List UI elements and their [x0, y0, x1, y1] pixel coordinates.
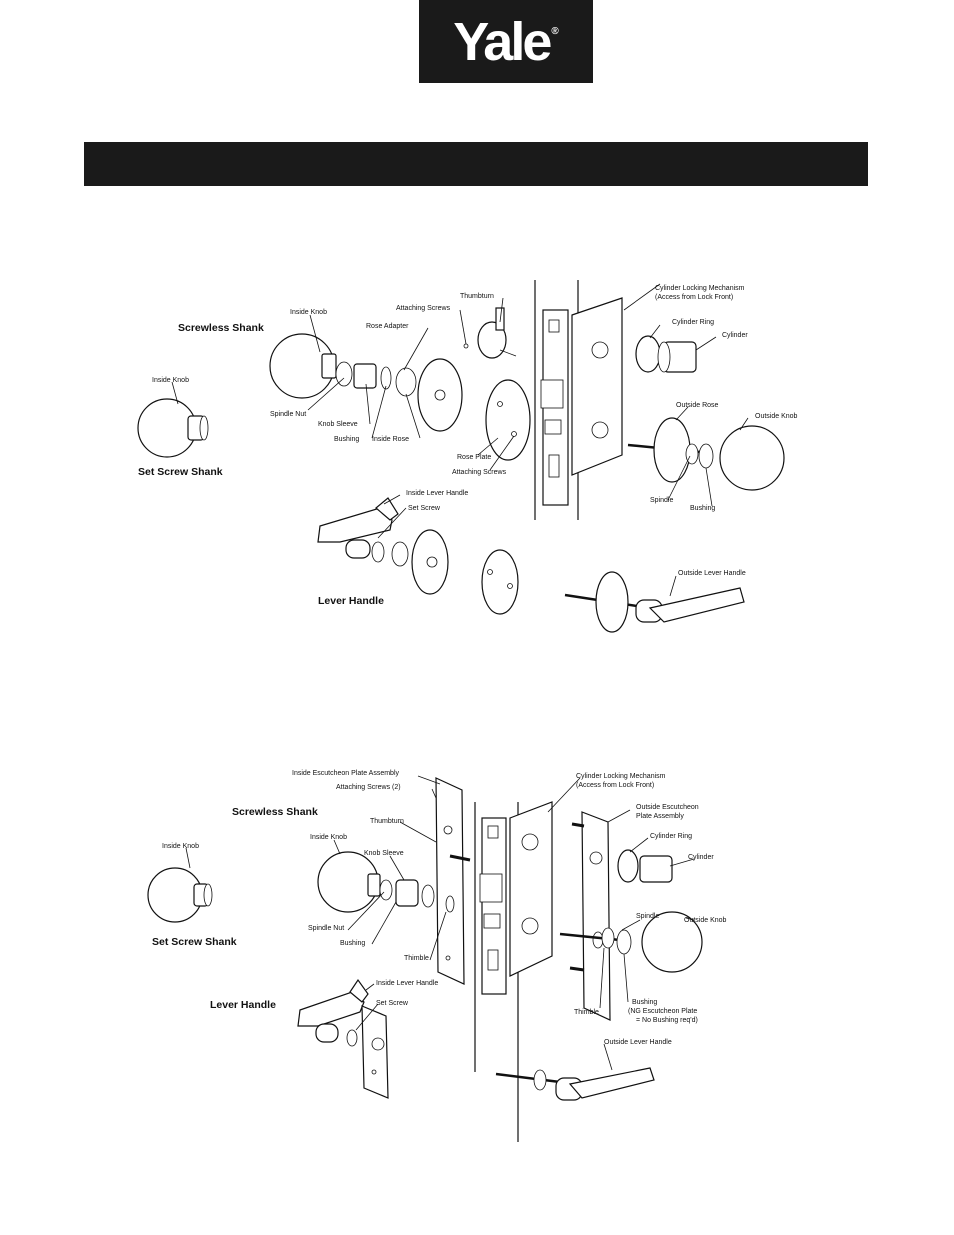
screwless-knob-drawing-2 [318, 852, 434, 912]
label-inside-rose: Inside Rose [372, 436, 409, 443]
label-bushing-note: Bushing [632, 999, 658, 1006]
outside-knob-drawing-2 [560, 912, 702, 972]
heading-lever-handle: Lever Handle [318, 595, 384, 607]
outside-lever-drawing [565, 572, 744, 632]
heading-screwless-shank-2: Screwless Shank [232, 806, 318, 818]
inside-lever-drawing [318, 498, 448, 594]
label-outside-escutcheon-plate: Plate Assembly [636, 813, 684, 820]
label-attaching-screws-bottom: Attaching Screws [452, 469, 507, 476]
label-cylinder-locking: Cylinder Locking Mechanism [655, 285, 745, 292]
rose-plate-drawing [486, 380, 530, 460]
heading-lever-handle-2: Lever Handle [210, 999, 276, 1011]
label-set-screw: Set Screw [408, 505, 440, 512]
label-cylinder-ring-2: Cylinder Ring [650, 833, 693, 840]
label-cylinder-locking-access: (Access from Lock Front) [655, 294, 734, 301]
label-thimble-left: Thimble [404, 955, 429, 962]
label-thumbturn-2: Thumbturn [370, 818, 404, 825]
label-bushing-2: Bushing [340, 940, 366, 947]
figure-escutcheon-trim [0, 762, 954, 1152]
outside-escutcheon-drawing [570, 812, 610, 1020]
label-outside-escutcheon: Outside Escutcheon [636, 804, 699, 811]
door-and-lock-case [535, 280, 622, 520]
set-screw-knob-drawing-2 [148, 868, 212, 922]
label-outside-knob-2: Outside Knob [684, 917, 727, 924]
label-attaching-screws: Attaching Screws (2) [336, 784, 401, 791]
cylinder-drawing [636, 336, 696, 372]
figure-rose-trim [0, 270, 954, 660]
heading-set-screw-shank: Set Screw Shank [138, 466, 223, 478]
label-inside-knob-left: Inside Knob [152, 377, 189, 384]
label-bushing-right: Bushing [690, 505, 716, 512]
label-knob-sleeve-2: Knob Sleeve [364, 850, 404, 857]
set-screw-knob-drawing [138, 399, 208, 457]
label-bushing-note-3: = No Bushing req'd) [636, 1017, 698, 1024]
label-spindle: Spindle [650, 497, 674, 504]
label-inside-lever-handle: Inside Lever Handle [406, 490, 469, 497]
door-and-lock-case-2 [475, 802, 552, 1142]
label-spindle-nut-2: Spindle Nut [308, 925, 345, 932]
label-rose-adapter: Rose Adapter [366, 323, 409, 330]
label-rose-plate: Rose Plate [457, 454, 492, 461]
label-inside-knob-left-2: Inside Knob [162, 843, 199, 850]
registered-mark: ® [551, 26, 559, 37]
heading-screwless-shank: Screwless Shank [178, 322, 264, 334]
outside-knob-drawing [628, 418, 784, 490]
label-outside-lever-handle: Outside Lever Handle [678, 570, 746, 577]
label-cylinder-2: Cylinder [688, 854, 714, 861]
logo-wordmark: Yale [453, 11, 550, 72]
cylinder-drawing-2 [618, 850, 672, 882]
label-bushing-note-2: (NG Escutcheon Plate [628, 1008, 698, 1015]
label-spindle-nut: Spindle Nut [270, 411, 307, 418]
label-inside-knob: Inside Knob [290, 309, 327, 316]
label-cylinder-ring: Cylinder Ring [672, 319, 715, 326]
label-knob-sleeve: Knob Sleeve [318, 421, 358, 428]
label-thimble-right: Thimble [574, 1009, 599, 1016]
heading-set-screw-shank-2: Set Screw Shank [152, 936, 237, 948]
outside-lever-drawing-2 [496, 1068, 654, 1100]
inside-lever-drawing-2 [298, 980, 388, 1098]
label-inside-lever-handle-2: Inside Lever Handle [376, 980, 439, 987]
inside-escutcheon-drawing [436, 778, 470, 984]
label-set-screw-2: Set Screw [376, 1000, 408, 1007]
thumbturn-drawing [464, 308, 516, 358]
label-bushing-left: Bushing [334, 436, 360, 443]
label-inside-escutcheon: Inside Escutcheon Plate Assembly [292, 770, 400, 777]
label-cylinder-locking-2: Cylinder Locking Mechanism [576, 773, 666, 780]
label-inside-knob-2: Inside Knob [310, 834, 347, 841]
lever-rose-plate-drawing [482, 550, 518, 614]
yale-logo [419, 0, 593, 83]
label-attaching-screws-top: Attaching Screws [396, 305, 451, 312]
label-outside-lever-handle-2: Outside Lever Handle [604, 1039, 672, 1046]
label-spindle-2: Spindle [636, 913, 660, 920]
label-outside-rose: Outside Rose [676, 402, 719, 409]
label-cylinder-locking-access-2: (Access from Lock Front) [576, 782, 655, 789]
title-bar [84, 142, 868, 186]
label-outside-knob: Outside Knob [755, 413, 798, 420]
label-thumbturn: Thumbturn [460, 293, 494, 300]
label-cylinder: Cylinder [722, 332, 748, 339]
